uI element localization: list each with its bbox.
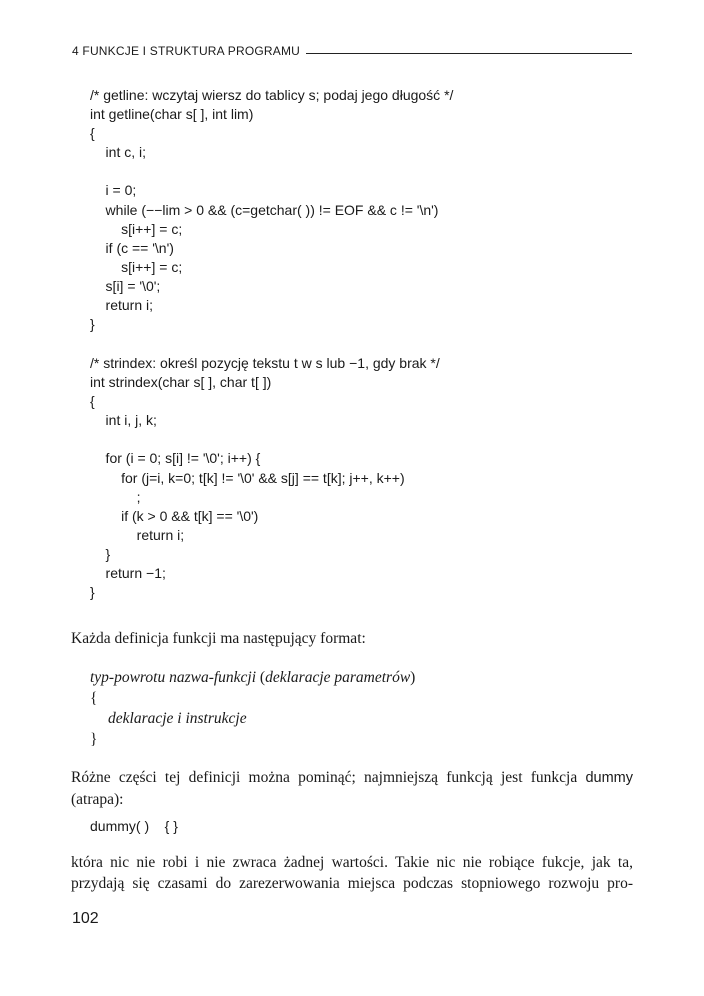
code-line: s[i] = '\0'; <box>90 277 161 294</box>
format-params: deklaracje parametrów <box>265 669 411 686</box>
format-body: deklaracje i instrukcje <box>108 710 247 727</box>
paragraph-dummy-line1: Różne części tej definicji można pominąć; najmniejszą funkcją jest funkcja dummy <box>71 769 633 786</box>
code-line: for (j=i, k=0; t[k] != '\0' && s[j] == t[k]; j++, k++) <box>90 469 405 486</box>
paragraph-dummy <box>71 767 633 810</box>
code-line: s[i++] = c; <box>90 220 183 237</box>
code-line <box>90 430 440 449</box>
running-head <box>72 44 632 58</box>
code-line: if (k > 0 && t[k] == '\0') <box>90 507 259 524</box>
format-brace-close: } <box>90 730 98 748</box>
code-line: s[i++] = c; <box>90 258 183 275</box>
paragraph-last-line1: która nic nie robi i nie zwraca żadnej wartości. Takie nic nie robiące fukcje, jak ta, <box>71 854 633 871</box>
page-number: 102 <box>72 910 99 927</box>
code-line: /* getline: wczytaj wiersz do tablicy s; podaj jego długość */ <box>90 87 454 103</box>
code-line <box>90 162 453 181</box>
paragraph-last <box>71 852 633 894</box>
format-paren-open: ( <box>256 669 266 686</box>
function-format-block <box>90 668 415 750</box>
paragraph-format-intro: Każda definicja funkcji ma następujący format: <box>71 630 366 647</box>
format-paren-close: ) <box>410 669 416 686</box>
format-type-name: typ-powrotu nazwa-funkcji <box>90 669 257 686</box>
inline-code-dummy: dummy <box>585 770 633 786</box>
format-signature <box>90 668 415 689</box>
code-line: ; <box>90 488 141 505</box>
code-line: i = 0; <box>90 182 137 199</box>
code-line: int c, i; <box>90 144 147 161</box>
code-line: } <box>90 545 111 562</box>
format-brace-open: { <box>90 689 98 707</box>
paragraph-last-line2: przydają się czasami do zarezerwowania miejsca podczas stopniowego rozwoju pro- <box>71 875 633 892</box>
code-line: int strindex(char s[ ], char t[ ]) <box>90 374 272 391</box>
code-listing-getline <box>90 86 453 334</box>
code-line: int i, j, k; <box>90 412 157 429</box>
code-line: /* strindex: określ pozycję tekstu t w s lub −1, gdy brak */ <box>90 355 440 371</box>
running-head-rule <box>306 53 632 54</box>
code-listing-strindex <box>90 354 440 602</box>
paragraph-dummy-line2: (atrapa): <box>71 791 124 808</box>
code-line: for (i = 0; s[i] != '\0'; i++) { <box>90 450 261 467</box>
code-line: while (−−lim > 0 && (c=getchar( )) != EOF && c != '\n') <box>90 201 439 218</box>
code-line: { <box>90 125 95 142</box>
code-dummy: dummy( ) { } <box>90 818 178 834</box>
code-line: if (c == '\n') <box>90 239 174 256</box>
code-line: } <box>90 584 95 601</box>
code-line: return i; <box>90 526 185 543</box>
code-line: return i; <box>90 297 154 314</box>
code-line: { <box>90 393 95 410</box>
running-head-title: 4 FUNKCJE I STRUKTURA PROGRAMU <box>72 44 301 58</box>
code-line: } <box>90 316 95 333</box>
code-line: return −1; <box>90 565 166 582</box>
code-line: int getline(char s[ ], int lim) <box>90 106 254 123</box>
